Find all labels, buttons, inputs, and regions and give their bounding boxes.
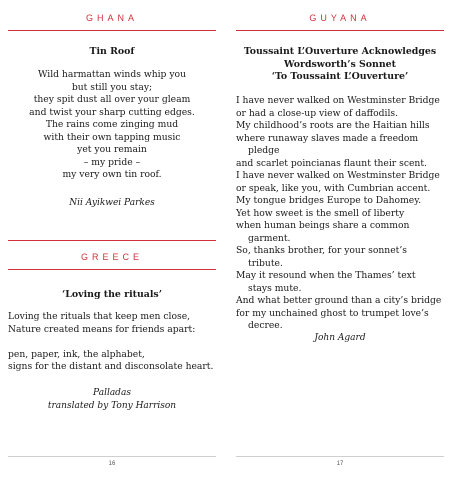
poem-line: where runaway slaves made a freedom [236, 132, 419, 144]
poem-line: pen, paper, ink, the alphabet, [8, 348, 145, 360]
section-rule [8, 30, 216, 31]
poem-line: garment. [248, 232, 291, 244]
poem-author: Nii Ayikwei Parkes [69, 198, 155, 208]
country-heading-guyana: GUYANA [309, 13, 371, 23]
poem-line: signs for the distant and disconsolate heart. [8, 361, 214, 372]
poem-line: – my pride – [83, 156, 141, 168]
section-rule [8, 240, 216, 241]
page-number: 17 [336, 461, 344, 467]
poem-line: decree. [248, 320, 283, 331]
poem-line: but still you stay; [71, 81, 153, 93]
country-heading-ghana: GHANA [85, 13, 138, 23]
poem-line: My childhood’s roots are the Haitian hills [236, 120, 430, 131]
section-rule [8, 269, 216, 270]
poem-line: May it resound when the Thames’ text [236, 270, 416, 281]
poem-line: The rains come zinging mud [45, 119, 179, 130]
poem-line: they spit dust all over your gleam [33, 94, 191, 105]
left-page [8, 0, 216, 480]
poem-line: pledge [248, 145, 280, 156]
poem-title [236, 46, 444, 84]
poem-line: My tongue bridges Europe to Dahomey. [236, 195, 422, 206]
poem-line: yet you remain [77, 144, 147, 155]
poem-line: my very own tin roof. [62, 169, 162, 180]
poem-line: Wild harmattan winds whip you [37, 69, 187, 80]
poem-body-ghana [8, 69, 216, 182]
right-page [236, 0, 444, 480]
footer-rule [236, 456, 444, 457]
poem-line: And what better ground than a city’s bridge [236, 295, 442, 306]
poem-line: and scarlet poincianas flaunt their scent. [236, 157, 427, 169]
poem-body-greece [8, 311, 216, 374]
poem-title-line: ‘To Toussaint L’Ouverture’ [271, 71, 409, 82]
poem-title-line: Toussaint L’Ouverture Acknowledges [243, 46, 437, 57]
poem-author: Palladas [93, 388, 131, 398]
poem-line: or speak, like you, with Cumbrian accent. [236, 182, 431, 194]
poem-line: So, thanks brother, for your sonnet’s [236, 245, 407, 256]
poem-title: Tin Roof [89, 46, 135, 57]
poem-title: ‘Loving the rituals’ [62, 289, 162, 300]
poem-title-line: Wordsworth’s Sonnet [284, 58, 396, 70]
poem-line: I have never walked on Westminster Bridge [236, 170, 440, 181]
poem-author: John Agard [314, 333, 366, 343]
poem-line: Nature created means for friends apart: [8, 323, 196, 335]
poem-line: for my unchained ghost to trumpet love’s [236, 307, 429, 319]
stanza-break [8, 336, 216, 349]
page-number: 16 [108, 461, 116, 467]
poem-line: tribute. [248, 257, 283, 269]
poem-line: Yet how sweet is the smell of liberty [236, 207, 405, 219]
poem-line: Loving the rituals that keep men close, [8, 311, 191, 322]
poem-line: or had a close-up view of daffodils. [236, 107, 399, 119]
poem-line: stays mute. [248, 282, 302, 294]
poem-line: I have never walked on Westminster Bridge [236, 95, 440, 106]
poem-body-guyana [236, 95, 444, 333]
country-heading-greece: GREECE [80, 252, 143, 262]
poem-translator: translated by Tony Harrison [47, 401, 177, 411]
poem-line: with their own tapping music [43, 131, 181, 143]
poem-line: and twist your sharp cutting edges. [29, 106, 195, 118]
section-rule [236, 30, 444, 31]
footer-rule [8, 456, 216, 457]
poem-line: when human beings share a common [236, 220, 410, 231]
